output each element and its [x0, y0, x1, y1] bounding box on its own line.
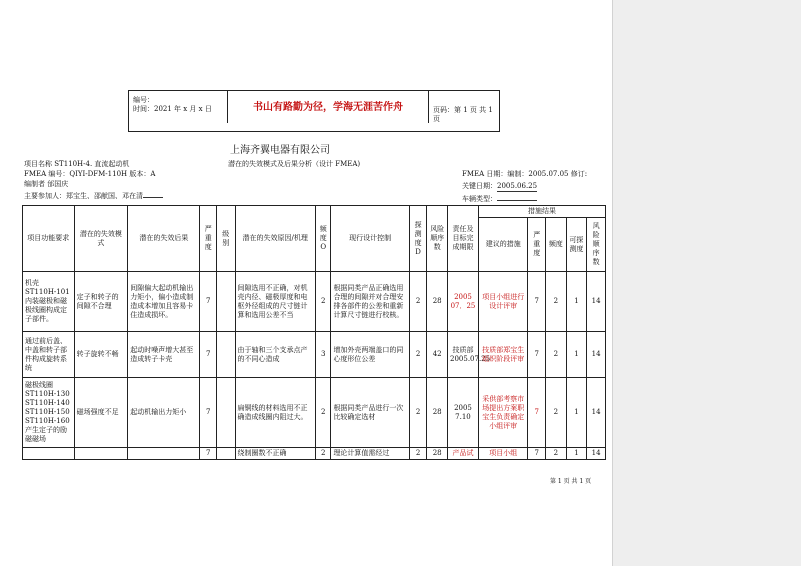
- cell-result-severity: 7: [528, 332, 546, 378]
- cell-cause: 由于轴和三个支承点产的不同心造成: [235, 332, 315, 378]
- cell-rpn: 42: [427, 332, 448, 378]
- cell-result-severity: 7: [528, 448, 546, 460]
- header-results: 措施结果: [478, 206, 605, 218]
- cell-control: 根据同类产品正确选用合理的间隙并对合理安排各部件的公差和重新计算尺寸链进行校核。: [331, 272, 409, 332]
- header-mode: 潜在的失效模式: [74, 206, 128, 272]
- cell-result-occurrence: 2: [546, 332, 567, 378]
- cell-detection: 2: [409, 448, 427, 460]
- cell-mode: [74, 448, 128, 460]
- company-name: 上海齐翼电器有限公司: [230, 145, 330, 156]
- header-result-rpn: 风险顺序数: [587, 218, 606, 272]
- header-result-occurrence: 频度: [546, 218, 567, 272]
- cell-occurrence: 2: [315, 448, 330, 460]
- cell-occurrence: 3: [315, 332, 330, 378]
- cell-cause: 扁铜线的材料选用不正确造成线圈内阻过大。: [235, 378, 315, 448]
- header-meta: [133, 96, 225, 114]
- header-severity: 严重度: [200, 206, 217, 272]
- key-date-label: 关键日期：: [462, 182, 497, 190]
- cell-effect: 间隙偏大起动机输出力矩小，偏小造成制造成本增加且容易卡住造成损坏。: [128, 272, 200, 332]
- cell-func: [23, 448, 75, 460]
- cell-severity: 7: [200, 272, 217, 332]
- doc-time-label: 时间：2021 年 x 月 x 日: [133, 105, 212, 113]
- header-responsibility: 责任及目标完成期限: [448, 206, 479, 272]
- header-func: 项目功能要求: [23, 206, 75, 272]
- cell-class: [216, 332, 235, 378]
- cell-result-severity: 7: [528, 272, 546, 332]
- cell-action: 项目小组进行设计评审: [478, 272, 528, 332]
- cell-class: [216, 272, 235, 332]
- cell-result-rpn: 14: [587, 378, 606, 448]
- participants-underline: [143, 197, 163, 198]
- cell-result-detection: 1: [566, 272, 587, 332]
- header-cause: 潜在的失效原因/机理: [235, 206, 315, 272]
- fmea-table: [22, 205, 606, 460]
- header-effect: 潜在的失效后果: [128, 206, 200, 272]
- project-name: 项目名称 ST110H-4. 直流起动机: [24, 160, 130, 168]
- cell-func: 通过前后盖、中盖和转子部件构成旋转系统: [23, 332, 75, 378]
- vehicle-type-label: 车辆类型：: [462, 195, 497, 203]
- vehicle-type: [462, 195, 537, 204]
- cell-result-detection: 1: [566, 332, 587, 378]
- doc-number-label: 编号：: [133, 96, 154, 104]
- cell-effect: [128, 448, 200, 460]
- header-control: 现行设计控制: [331, 206, 409, 272]
- table-row: [23, 272, 606, 332]
- cell-rpn: 28: [427, 448, 448, 460]
- cell-responsibility: 产品试: [448, 448, 479, 460]
- cell-detection: 2: [409, 272, 427, 332]
- vehicle-type-value: [497, 200, 537, 201]
- cell-control: 理论计算值需经过: [331, 448, 409, 460]
- key-date-value: 2005.06.25: [497, 182, 538, 190]
- cell-responsibility: 2005 7.10: [448, 378, 479, 448]
- table-row: [23, 448, 606, 460]
- cell-result-detection: 1: [566, 448, 587, 460]
- header-motto: 书山有路勤为径，学海无涯苦作舟: [253, 101, 403, 113]
- table-header-row-1: [23, 206, 606, 218]
- cell-effect: 起动时噪声增大甚至造成转子卡壳: [128, 332, 200, 378]
- cell-func: 机壳 ST110H-101 内装磁极和磁极线圈构成定子部件。: [23, 272, 75, 332]
- cell-result-rpn: 14: [587, 272, 606, 332]
- cell-action: 项目小组: [478, 448, 528, 460]
- table-row: [23, 378, 606, 448]
- cell-cause: 绕制圈数不正确: [235, 448, 315, 460]
- cell-class: [216, 448, 235, 460]
- document-title: 潜在的失效模式及后果分析（设计 FMEA): [228, 160, 361, 168]
- fmea-date: FMEA 日期：编制：2005.07.05 修订:: [462, 170, 588, 178]
- cell-result-rpn: 14: [587, 448, 606, 460]
- header-class: 级别: [216, 206, 235, 272]
- cell-detection: 2: [409, 332, 427, 378]
- cell-result-occurrence: 2: [546, 378, 567, 448]
- cell-result-rpn: 14: [587, 332, 606, 378]
- header-action: 建议的措施: [478, 218, 528, 272]
- cell-mode: 定子和转子的间隙不合理: [74, 272, 128, 332]
- cell-responsibility: 2005 07．25: [448, 272, 479, 332]
- cell-action: 技质部郑宝生组织阶段评审: [478, 332, 528, 378]
- cell-action: 采供部考察市场提出方案职宝生负责确定小组评审: [478, 378, 528, 448]
- header-motto-cell: [227, 91, 429, 123]
- table-row: [23, 332, 606, 378]
- header-page-label: 页码：第 1 页 共 1 页: [433, 106, 493, 123]
- cell-occurrence: 2: [315, 272, 330, 332]
- cell-occurrence: 2: [315, 378, 330, 448]
- cell-mode: 磁场强度不足: [74, 378, 128, 448]
- cell-result-severity: 7: [528, 378, 546, 448]
- cell-severity: 7: [200, 378, 217, 448]
- cell-responsibility: 技质部 2005.07.25: [448, 332, 479, 378]
- key-date: [462, 182, 537, 192]
- cell-class: [216, 378, 235, 448]
- preparer: 编制者 邰国庆: [24, 180, 69, 188]
- header-box: [128, 90, 500, 132]
- participants: [24, 192, 163, 201]
- header-result-severity: 严重度: [528, 218, 546, 272]
- cell-func: 磁极线圈 ST110H-130 ST110H-140 ST110H-150 ST110H-160 产生定子的励磁磁场: [23, 378, 75, 448]
- side-panel: [612, 0, 801, 566]
- cell-effect: 起动机输出力矩小: [128, 378, 200, 448]
- cell-rpn: 28: [427, 378, 448, 448]
- cell-cause: 间隙选用不正确，对机壳内径、磁极厚度和电枢外径组成的尺寸链计算和选用公差不当: [235, 272, 315, 332]
- header-result-detection: 可探测度: [566, 218, 587, 272]
- cell-severity: 7: [200, 448, 217, 460]
- header-rpn: 风险顺序数: [427, 206, 448, 272]
- cell-result-detection: 1: [566, 378, 587, 448]
- cell-detection: 2: [409, 378, 427, 448]
- cell-rpn: 28: [427, 272, 448, 332]
- participants-text: 主要参加人：郑宝生、邵献国、邓在清: [24, 192, 143, 200]
- cell-control: 增加外壳两端盖口的同心度形位公差: [331, 332, 409, 378]
- header-detection: 探测度 D: [409, 206, 427, 272]
- cell-control: 根据同类产品进行一次比较确定选材: [331, 378, 409, 448]
- cell-result-occurrence: 2: [546, 448, 567, 460]
- header-occurrence: 频度 O: [315, 206, 330, 272]
- fmea-number: FMEA 编号：QIYI-DFM-110H 版本：A: [24, 170, 156, 178]
- cell-result-occurrence: 2: [546, 272, 567, 332]
- cell-mode: 转子旋转不畅: [74, 332, 128, 378]
- cell-severity: 7: [200, 332, 217, 378]
- page-footer: 第 1 页 共 1 页: [550, 478, 592, 485]
